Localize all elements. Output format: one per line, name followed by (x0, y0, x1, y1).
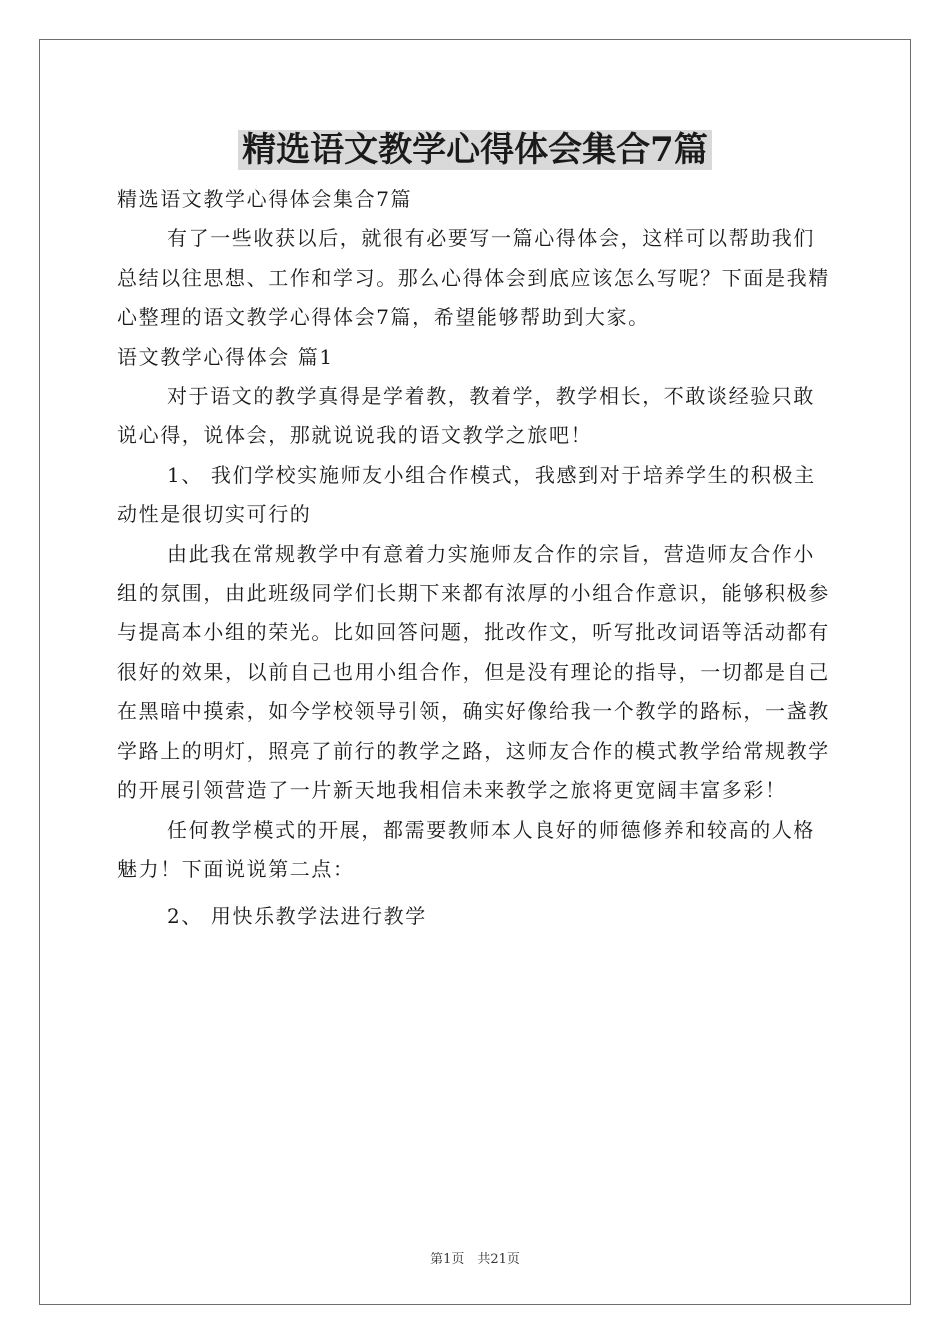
body-paragraph: 由此我在常规教学中有意着力实施师友合作的宗旨，营造师友合作小组的氛围，由此班级同学们长期下来都有浓厚的小组合作意识，能够积极参与提高本小组的荣光。比如回答问题，批改作文，听写批改词语等活动都有很好的效果，以前自己也用小组合作，但是没有理论的指导，一切都是自己在黑暗中摸索，如今学校领导引领，确实好像给我一个教学的路标，一盏教学路上的明灯，照亮了前行的教学之路，这师友合作的模式教学给常规教学的开展引领营造了一片新天地我相信未来教学之旅将更宽阔丰富多彩！ (117, 541, 830, 803)
list-item-2: 2、 用快乐教学法进行教学 (167, 904, 427, 929)
document-body (117, 180, 835, 937)
body-paragraph: 对于语文的教学真得是学着教，教着学，教学相长，不敢谈经验只敢说心得，说体会，那就说说我的语文教学之旅吧！ (117, 384, 815, 448)
intro-paragraph: 有了一些收获以后，就很有必要写一篇心得体会，这样可以帮助我们总结以往思想、工作和学习。那么心得体会到底应该怎么写呢？下面是我精心整理的语文教学心得体会7篇，希望能够帮助到大家。 (117, 226, 830, 330)
title-text: 精选语文教学心得体会集合7篇 (238, 130, 712, 170)
document-title (0, 124, 950, 176)
section-heading: 语文教学心得体会 篇1 (117, 344, 334, 369)
list-item-1: 1、 我们学校实施师友小组合作模式，我感到对于培养学生的积极主动性是很切实可行的 (117, 462, 816, 527)
page-number: 第1页 共21页 (430, 1252, 520, 1267)
subtitle-line: 精选语文教学心得体会集合7篇 (117, 187, 413, 211)
body-paragraph: 任何教学模式的开展，都需要教师本人良好的师德修养和较高的人格魅力！下面说说第二点： (117, 817, 815, 881)
